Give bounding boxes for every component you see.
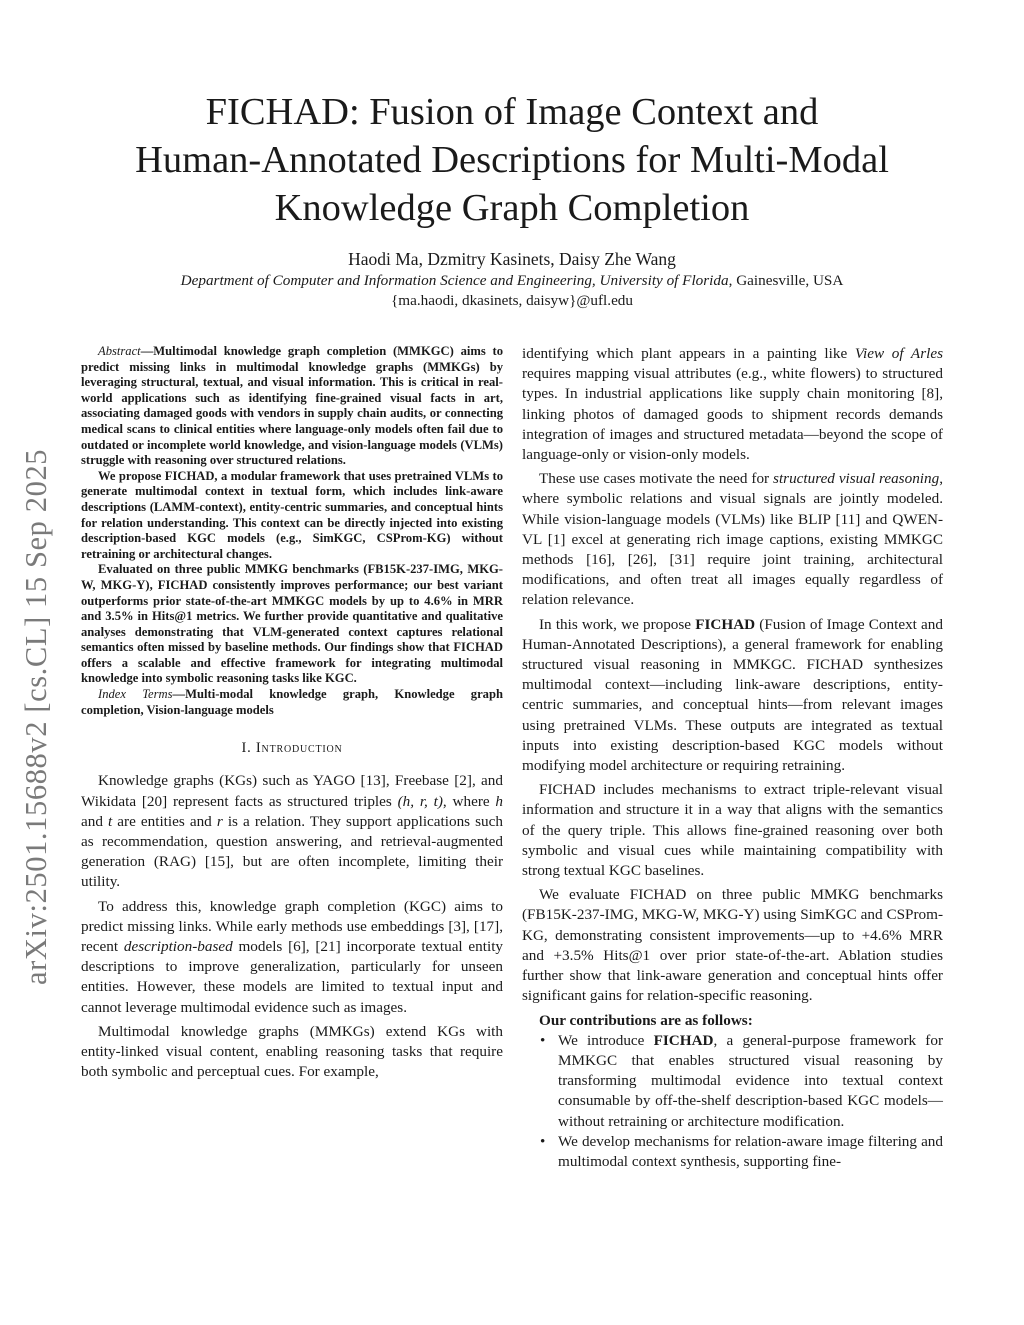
affiliation-location: , Gainesville, USA (728, 272, 844, 289)
abstract-paragraph: Evaluated on three public MMKG benchmarks (FB15K-237-IMG, MKG-W, MKG-Y), FICHAD consistently improves performance; our best variant outperforms prior state-of-the-art MMKGC models by up to 4.6% in MRR and 3.5% in Hits@1 metrics. We further provide quantitative and qualitative analyses demonstrating that VLM-generated context captures relational semantics often missed by baseline methods. Our findings show that FICHAD offers a scalable and effective framework for integrating multimodal knowledge into symbolic reasoning tasks like KGC. (81, 562, 503, 686)
left-column (81, 344, 503, 1083)
right-column (522, 344, 943, 1172)
body-paragraph: Multimodal knowledge graphs (MMKGs) extend KGs with entity-linked visual content, enabling reasoning tasks that require both symbolic and perceptual cues. For example, (81, 1022, 503, 1081)
contributions-list (522, 1031, 943, 1172)
title-line: FICHAD: Fusion of Image Context and (205, 91, 819, 133)
body-paragraph: FICHAD includes mechanisms to extract triple-relevant visual information and structure it in a way that aligns with the semantics of the query triple. This allows fine-grained reasoning over both symbolic and visual cues while maintaining compatibility with strong textual KGC baselines. (522, 781, 943, 880)
affiliation-department: Department of Computer and Information Science and Engineering, University of Florida (180, 272, 729, 289)
index-terms-text: —Multi-modal knowledge graph, Knowledge graph completion, Vision-language models (81, 687, 503, 717)
body-paragraph: We evaluate FICHAD on three public MMKG benchmarks (FB15K-237-IMG, MKG-W, MKG-Y) using SimKGC and CSProm-KG, demonstrating consistent improvements—up to +4.6% MRR and +3.5% Hits@1 over prior state-of-the-art. Ablation studies further show that link-aware generation and conceptual hints offer significant gains for relation-specific reasoning. (522, 886, 943, 1005)
title-line: Knowledge Graph Completion (274, 187, 750, 229)
list-item: • We develop mechanisms for relation-aware image filtering and multimodal context synthesis, supporting fine- (522, 1132, 943, 1172)
abstract-paragraph (81, 344, 503, 469)
list-item: • We introduce FICHAD, a general-purpose framework for MMKGC that enables structured visual reasoning by transforming multimodal evidence into textual context consumable by off-the-shelf description-based KGC models—without retraining or architecture modification. (522, 1031, 943, 1132)
index-terms (81, 687, 503, 718)
body-paragraph: Knowledge graphs (KGs) such as YAGO [13], Freebase [2], and Wikidata [20] represent facts as structured triples (h, r, t), where h and t are entities and r is a relation. They support applications such as recommendation, question answering, and retrieval-augmented generation (RAG) [15], but are often incomplete, limiting their utility. (81, 772, 503, 891)
affiliation (70, 271, 954, 311)
body-paragraph: identifying which plant appears in a painting like View of Arles requires mapping visual attributes (e.g., white flowers) to structured types. In industrial applications like supply chain monitoring [8], linking photos of damaged goods to shipment records demands integration of images and structured metadata—beyond the scope of language-only or vision-only models. (522, 345, 943, 464)
title-line: Human-Annotated Descriptions for Multi-Modal (135, 139, 889, 181)
paper-title (90, 88, 934, 232)
author-emails: {ma.haodi, dkasinets, daisyw}@ufl.edu (391, 292, 633, 309)
arxiv-identifier: arXiv:2501.15688v2 [cs.CL] 15 Sep 2025 (19, 448, 53, 985)
body-paragraph: In this work, we propose FICHAD (Fusion of Image Context and Human-Annotated Descriptions), a general framework for enabling structured visual reasoning in MMKGC. FICHAD synthesizes multimodal context—including link-aware descriptions, entity-centric summaries, and conceptual hints—from relevant images using pretrained VLMs. These outputs are integrated as textual inputs into existing description-based KGC models without modifying model architecture or requiring retraining. (522, 615, 943, 775)
abstract-label: Abstract (98, 344, 141, 358)
author-list: Haodi Ma, Dzmitry Kasinets, Daisy Zhe Wang (348, 249, 676, 269)
body-paragraph: To address this, knowledge graph completion (KGC) aims to predict missing links. While early methods use embeddings [3], [17], recent description-based models [6], [21] incorporate textual entity descriptions to improve generalization, particularly for unseen entities. However, these models are limited to textual input and cannot leverage multimodal evidence such as images. (81, 897, 504, 1016)
index-terms-label: Index Terms (98, 687, 173, 702)
abstract-paragraph: We propose FICHAD, a modular framework that uses pretrained VLMs to generate multimodal context in textual form, which includes link-aware descriptions (LAMM-context), entity-centric summaries, and conceptual hints for relation understanding. This context can be directly injected into existing description-based KGC models (e.g., SimKGC, CSProm-KG) without retraining or architectural changes. (81, 468, 503, 561)
contributions-heading: Our contributions are as follows: (539, 1011, 753, 1029)
abstract-text: —Multimodal knowledge graph completion (MMKGC) aims to predict missing links in multimodal knowledge graphs (MMKGs) by leveraging structural, textual, and visual information. This is critical in real-world applications such as identifying fine-grained visual facts in art, associating damaged goods with vendors in supply chain audits, or connecting medical scans to clinical entities where language-only models often fail due to outdated or incomplete world knowledge, and vision-language models (VLMs) struggle with reasoning over structured relations. (81, 344, 503, 468)
section-heading-introduction: I. Introduction (241, 740, 343, 757)
body-paragraph: These use cases motivate the need for structured visual reasoning, where symbolic relations and visual signals are jointly modeled. While vision-language models (VLMs) like BLIP [11] and QWEN-VL [1] excel at generating rich image captions, existing MMKGC methods [16], [26], [31] require joint training, architectural modifications, and often treat all images equally regardless of relation relevance. (522, 470, 943, 609)
